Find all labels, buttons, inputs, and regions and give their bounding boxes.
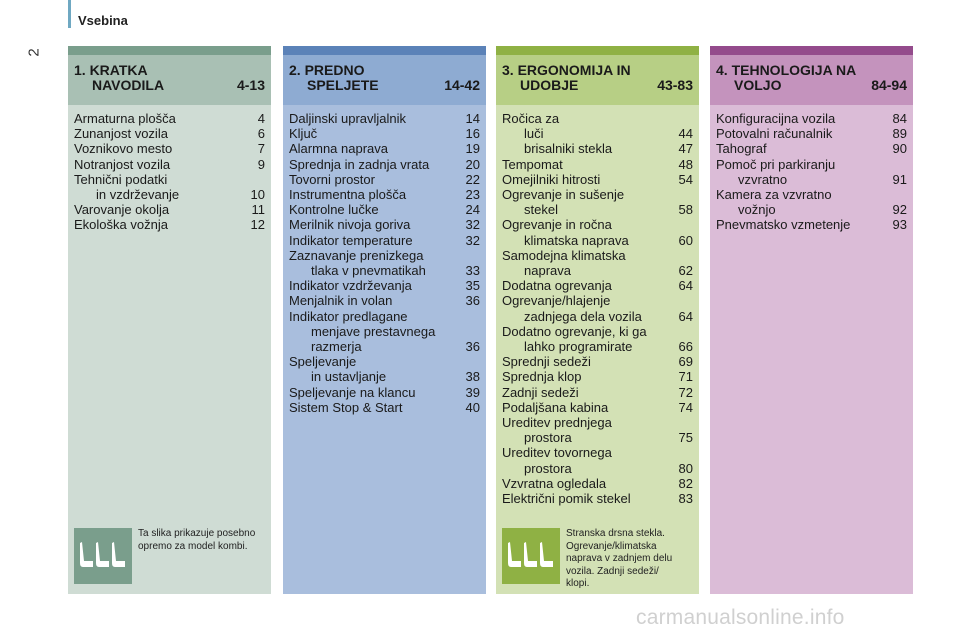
toc-entry-label: Ureditev prednjega [502, 415, 612, 431]
toc-entry-page: 93 [892, 217, 907, 233]
toc-entry[interactable] [716, 126, 907, 141]
toc-entry-page: 84 [892, 111, 907, 126]
toc-entry-page: 32 [465, 232, 480, 248]
toc-entry[interactable] [289, 217, 480, 232]
seats-icon [502, 528, 560, 584]
toc-entry-page: 44 [678, 126, 693, 142]
toc-entry-label-cont: razmerja [311, 339, 362, 355]
toc-entry-label: Zadnji sedeži [502, 384, 579, 400]
toc-entry-page: 33 [465, 263, 480, 279]
toc-entry-page: 75 [678, 430, 693, 446]
toc-entry[interactable] [289, 187, 480, 202]
toc-entry-page: 32 [465, 217, 480, 233]
toc-entry-label: Omejilniki hitrosti [502, 171, 601, 187]
section-title: 1. KRATKA [74, 62, 148, 78]
toc-entry-label-cont: klimatska naprava [524, 232, 629, 248]
toc-entry-page: 47 [678, 141, 693, 157]
toc-entry-page: 74 [678, 399, 693, 415]
toc-entry-label-cont: vožnjo [738, 202, 776, 218]
toc-entry-page: 92 [892, 202, 907, 218]
toc-entry[interactable] [502, 415, 693, 445]
toc-entry-label: Ureditev tovornega [502, 445, 612, 461]
toc-entry-page: 12 [250, 217, 265, 233]
page-number: 2 [25, 48, 43, 57]
toc-entry-label-cont: tlaka v pnevmatikah [311, 263, 426, 279]
toc-list [710, 105, 913, 233]
toc-entry[interactable] [74, 202, 265, 217]
toc-entry-label: Kontrolne lučke [289, 202, 379, 218]
toc-entry[interactable] [289, 111, 480, 126]
toc-entry[interactable] [502, 217, 693, 247]
toc-entry-label: Zaznavanje prenizkega [289, 247, 424, 263]
toc-entry[interactable] [289, 385, 480, 400]
toc-entry-label-cont: in vzdrževanje [96, 187, 180, 203]
toc-entry-page: 38 [465, 369, 480, 385]
toc-entry-label-cont: naprava [524, 263, 571, 279]
toc-entry-page: 16 [465, 126, 480, 142]
toc-entry-page: 91 [892, 171, 907, 187]
section-page-range: 4-13 [236, 77, 265, 93]
toc-entry-page: 48 [678, 156, 693, 172]
toc-entry-page: 35 [465, 278, 480, 294]
toc-entry-label-cont: prostora [524, 460, 572, 476]
toc-entry-label: Instrumentna plošča [289, 187, 407, 203]
toc-entry[interactable] [74, 217, 265, 232]
toc-entry-label-cont: brisalniki stekla [524, 141, 613, 157]
toc-entry-page: 66 [678, 339, 693, 355]
toc-entry[interactable] [289, 248, 480, 278]
toc-entry-label: Ključ [289, 126, 318, 142]
toc-list [68, 105, 271, 233]
toc-entry-label: Alarmna naprava [289, 141, 388, 157]
section-page-range: 43-83 [657, 77, 693, 93]
note-box [502, 528, 684, 591]
section-page-range: 14-42 [444, 77, 480, 93]
toc-entry-label: Merilnik nivoja goriva [289, 217, 411, 233]
toc-entry-page: 36 [465, 339, 480, 355]
toc-entry-label-cont: lahko programirate [524, 339, 633, 355]
section-page-range: 84-94 [871, 77, 907, 93]
toc-entry[interactable] [289, 293, 480, 308]
toc-entry-label: Konfiguracijna vozila [716, 111, 836, 126]
toc-entry[interactable] [289, 278, 480, 293]
toc-entry-label: Tovorni prostor [289, 171, 375, 187]
toc-entry[interactable] [502, 476, 693, 491]
toc-entry-page: 89 [892, 126, 907, 142]
toc-entry-label: Indikator predlagane [289, 308, 408, 324]
toc-entry[interactable] [502, 400, 693, 415]
toc-entry-label: Voznikovo mesto [74, 141, 173, 157]
toc-entry-page: 23 [465, 187, 480, 203]
toc-entry-label-cont: luči [524, 126, 544, 142]
toc-entry-label: Sprednji sedeži [502, 354, 591, 370]
toc-entry-page: 60 [678, 232, 693, 248]
toc-entry-label: Ročica za [502, 111, 560, 126]
section-title-cont: UDOBJE [520, 77, 579, 93]
toc-entry-label: Varovanje okolja [74, 202, 170, 218]
toc-entry[interactable] [289, 354, 480, 384]
toc-entry[interactable] [502, 445, 693, 475]
section-heading[interactable] [710, 55, 913, 105]
section-heading[interactable] [496, 55, 699, 105]
toc-entry[interactable] [502, 111, 693, 141]
toc-entry[interactable] [716, 217, 907, 232]
toc-entry-label: Tahograf [716, 141, 767, 157]
toc-entry-label: Ogrevanje in sušenje [502, 187, 625, 203]
toc-entry-label: Armaturna plošča [74, 111, 176, 126]
toc-entry[interactable] [74, 126, 265, 141]
toc-entry-label: Ogrevanje in ročna [502, 217, 612, 233]
seats-icon [74, 528, 132, 584]
watermark: carmanualsonline.info [636, 606, 845, 629]
toc-entry-page: 39 [465, 384, 480, 400]
note-text: Ta slika prikazuje posebno opremo za model kombi. [138, 528, 256, 552]
toc-entry-page: 82 [678, 475, 693, 491]
toc-entry[interactable] [289, 400, 480, 415]
toc-entry-label: Speljevanje na klancu [289, 384, 416, 400]
toc-entry-page: 69 [678, 354, 693, 370]
toc-entry-label-cont: stekel [524, 202, 558, 218]
toc-entry-page: 64 [678, 278, 693, 294]
header-accent-line [68, 0, 71, 28]
toc-entry[interactable] [502, 278, 693, 293]
toc-entry[interactable] [289, 141, 480, 156]
toc-entry-label: Sprednja klop [502, 369, 582, 385]
toc-entry[interactable] [502, 141, 693, 156]
header-title: Vsebina [78, 13, 128, 28]
toc-list [283, 105, 486, 415]
toc-entry-label: Potovalni računalnik [716, 126, 833, 142]
toc-entry-page: 40 [465, 399, 480, 415]
toc-entry-page: 14 [465, 111, 480, 126]
toc-entry-label-cont: zadnjega dela vozila [524, 308, 642, 324]
toc-entry-page: 9 [257, 156, 265, 172]
toc-entry-page: 71 [678, 369, 693, 385]
section-title-cont: SPELJETE [307, 77, 379, 93]
toc-entry-page: 54 [678, 171, 693, 187]
toc-entry[interactable] [502, 248, 693, 278]
note-box [74, 528, 256, 584]
section-title-cont: NAVODILA [92, 77, 165, 93]
section-title: 2. PREDNO [289, 62, 365, 78]
toc-column-2 [283, 46, 486, 594]
toc-column-3 [496, 46, 699, 594]
toc-entry-page: 64 [678, 308, 693, 324]
toc-entry[interactable] [502, 491, 693, 506]
toc-entry[interactable] [289, 172, 480, 187]
section-title-cont: VOLJO [734, 77, 782, 93]
toc-entry-label-cont: menjave prestavnega [311, 323, 436, 339]
toc-column-4 [710, 46, 913, 594]
toc-entry[interactable] [502, 354, 693, 369]
toc-entry-page: 6 [257, 126, 265, 142]
note-text: Stranska drsna stekla. Ogrevanje/klimatska naprava v zadnjem delu vozila. Zadnji sedeži/ klopi. [566, 528, 673, 589]
toc-entry-label: Električni pomik stekel [502, 491, 631, 507]
toc-entry-label: Kamera za vzvratno [716, 187, 832, 203]
toc-entry-label: Vzvratna ogledala [502, 475, 607, 491]
toc-entry[interactable] [716, 187, 907, 217]
toc-entry-label: Ekološka vožnja [74, 217, 168, 233]
toc-entry-label: Indikator vzdrževanja [289, 278, 412, 294]
toc-entry[interactable] [74, 157, 265, 172]
toc-entry[interactable] [716, 141, 907, 156]
toc-entry[interactable] [289, 157, 480, 172]
toc-entry-page: 80 [678, 460, 693, 476]
toc-entry-page: 83 [678, 491, 693, 507]
column-top-bar [283, 46, 486, 55]
column-top-bar [68, 46, 271, 55]
toc-entry-page: 24 [465, 202, 480, 218]
toc-entry[interactable] [74, 172, 265, 202]
toc-entry[interactable] [716, 111, 907, 126]
section-heading[interactable] [283, 55, 486, 105]
toc-entry-page: 36 [465, 293, 480, 309]
toc-entry-label: Samodejna klimatska [502, 247, 626, 263]
toc-entry-label: Zunanjost vozila [74, 126, 168, 142]
section-title: 3. ERGONOMIJA IN [502, 62, 631, 78]
toc-entry-label-cont: in ustavljanje [311, 369, 387, 385]
toc-entry-label: Indikator temperature [289, 232, 413, 248]
toc-column-1 [68, 46, 271, 594]
toc-entry[interactable] [502, 187, 693, 217]
toc-entry-label: Daljinski upravljalnik [289, 111, 407, 126]
toc-entry[interactable] [502, 172, 693, 187]
toc-entry[interactable] [502, 385, 693, 400]
toc-entry-label: Sprednja in zadnja vrata [289, 156, 430, 172]
column-top-bar [496, 46, 699, 55]
toc-entry[interactable] [289, 126, 480, 141]
toc-entry-label: Sistem Stop & Start [289, 399, 403, 415]
toc-entry[interactable] [502, 293, 693, 323]
toc-entry[interactable] [502, 324, 693, 354]
toc-entry-label: Pnevmatsko vzmetenje [716, 217, 851, 233]
toc-entry-label: Notranjost vozila [74, 156, 171, 172]
toc-entry[interactable] [289, 309, 480, 355]
toc-entry-label: Ogrevanje/hlajenje [502, 293, 611, 309]
toc-entry-page: 90 [892, 141, 907, 157]
toc-entry-label: Pomoč pri parkiranju [716, 156, 836, 172]
toc-entry-label: Tempomat [502, 156, 563, 172]
toc-entry[interactable] [289, 202, 480, 217]
toc-entry-page: 19 [465, 141, 480, 157]
toc-entry-page: 58 [678, 202, 693, 218]
toc-entry-page: 72 [678, 384, 693, 400]
toc-entry[interactable] [289, 233, 480, 248]
column-top-bar [710, 46, 913, 55]
toc-entry-page: 62 [678, 263, 693, 279]
toc-entry[interactable] [74, 111, 265, 126]
toc-entry-page: 11 [251, 202, 265, 218]
section-heading[interactable] [68, 55, 271, 105]
toc-entry[interactable] [502, 157, 693, 172]
toc-entry-label-cont: prostora [524, 430, 572, 446]
toc-entry-label: Podaljšana kabina [502, 399, 609, 415]
section-title: 4. TEHNOLOGIJA NA [716, 62, 857, 78]
toc-entry-page: 10 [250, 187, 265, 203]
toc-entry-label: Tehnični podatki [74, 171, 168, 187]
toc-entry-page: 22 [465, 171, 480, 187]
toc-entry-page: 4 [257, 111, 265, 126]
toc-entry-label-cont: vzvratno [738, 171, 788, 187]
toc-entry-label: Dodatna ogrevanja [502, 278, 612, 294]
toc-entry-label: Dodatno ogrevanje, ki ga [502, 323, 647, 339]
toc-entry[interactable] [502, 369, 693, 384]
toc-entry-page: 7 [257, 141, 265, 157]
toc-list [496, 105, 699, 506]
toc-entry[interactable] [74, 141, 265, 156]
toc-entry-page: 20 [465, 156, 480, 172]
toc-entry-label: Menjalnik in volan [289, 293, 393, 309]
toc-entry[interactable] [716, 157, 907, 187]
toc-entry-label: Speljevanje [289, 354, 357, 370]
